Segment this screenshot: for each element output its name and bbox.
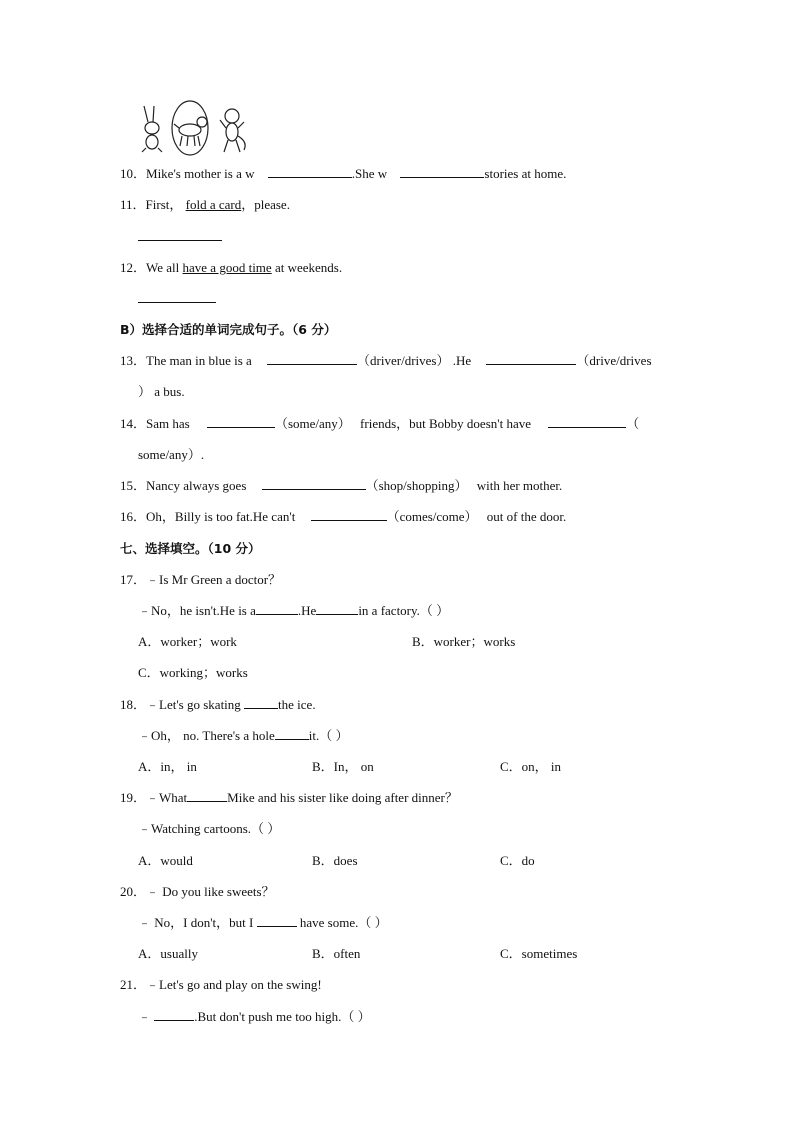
section-7-heading: 七、选择填空。（10 分） [120,541,261,556]
question-number: 21． [120,977,147,992]
option-b[interactable]: B．worker；works [412,634,516,649]
question-19-answer: ﹣Watching cartoons.（ ） [138,821,281,836]
option-b[interactable]: B．often [312,946,361,961]
question-14 [120,415,639,433]
question-text: the ice. [278,697,316,712]
option-c[interactable]: C．working；works [138,665,248,680]
answer-blank[interactable] [400,165,484,178]
question-text: .But don't push me too high.（ ） [194,1009,371,1024]
answer-line-12[interactable] [138,290,216,308]
question-18-answer [138,727,349,745]
question-text: at weekends. [274,260,343,275]
question-text: in a factory.（ ） [358,603,450,618]
word-options: （comes/come） [386,509,478,524]
answer-blank[interactable] [268,165,352,178]
question-text: .He [297,603,317,618]
question-number: 20． [120,884,147,899]
option-b[interactable]: B．In， on [312,759,374,774]
section-b-heading: B）选择合适的单词完成句子。（6 分） [120,322,337,337]
question-21-answer [138,1008,371,1026]
question-text: ﹣No，he isn't.He is a [138,603,256,618]
question-15 [120,477,562,495]
question-16 [120,508,566,526]
answer-blank[interactable] [267,352,357,365]
word-options: （driver/drives） [357,353,450,368]
question-20 [120,883,275,901]
answer-blank[interactable] [275,727,309,740]
answer-blank[interactable] [257,914,297,927]
answer-line-11[interactable] [138,228,222,246]
question-text: The man in blue is a [146,353,252,368]
question-text: Nancy always goes [146,478,247,493]
word-options: （ [626,416,640,431]
question-number: 18． [120,697,147,712]
question-number: 10． [120,166,147,181]
option-a[interactable]: A．usually [138,946,198,961]
question-text: have some.（ ） [299,915,388,930]
question-19 [120,789,458,807]
option-c[interactable]: C．do [500,853,535,868]
animals-illustration [136,98,256,158]
question-18 [120,696,316,714]
question-text: .She w [351,166,388,181]
answer-blank[interactable] [316,602,358,615]
question-text: friends，but Bobby doesn't have [360,416,532,431]
question-text: ﹣What [146,790,188,805]
question-text: Oh，Billy is too fat.He can't [146,509,296,524]
question-number: 13． [120,353,147,368]
question-text: ﹣ No，I don't，but I [138,915,254,930]
question-text: We all [146,260,180,275]
option-a[interactable]: A．in， in [138,759,197,774]
question-text: Sam has [146,416,190,431]
option-b[interactable]: B．does [312,853,358,868]
underlined-phrase: have a good time [182,260,272,275]
question-number: 15． [120,478,147,493]
question-12 [120,259,342,277]
question-11 [120,196,290,214]
answer-blank[interactable] [187,789,227,802]
question-text: First， [145,197,183,212]
question-number: 19． [120,790,147,805]
answer-blank[interactable] [207,415,275,428]
question-10 [120,165,566,183]
question-text: stories at home. [484,166,567,181]
question-number: 11． [120,197,146,212]
question-13-cont: ） a bus. [138,384,185,399]
question-20-answer [138,914,388,932]
question-text: ﹣ Do you like sweets？ [146,884,275,899]
answer-blank[interactable] [548,415,626,428]
option-a[interactable]: A．would [138,853,193,868]
answer-blank[interactable] [486,352,576,365]
option-c[interactable]: C．on， in [500,759,562,774]
option-c[interactable]: C．sometimes [500,946,578,961]
question-text: ﹣ [138,1009,152,1024]
question-number: 12． [120,260,147,275]
dog-in-circle-icon [172,101,208,155]
question-text: Mike's mother is a w [146,166,255,181]
question-text: out of the door. [486,509,567,524]
question-text: Mike and his sister like doing after dinner？ [227,790,458,805]
question-number: 17． [120,572,147,587]
rabbit-icon [142,106,162,152]
question-14-cont: some/any）. [138,447,205,462]
question-text: ﹣Let's go skating [146,697,241,712]
monkey-icon [220,109,245,152]
answer-blank[interactable] [311,508,387,521]
question-17 [120,571,281,589]
option-a[interactable]: A．worker；work [138,634,237,649]
question-number: 14． [120,416,147,431]
question-text: .He [452,353,472,368]
answer-blank[interactable] [154,1008,194,1021]
answer-blank[interactable] [256,602,298,615]
question-text: with her mother. [476,478,563,493]
question-number: 16． [120,509,147,524]
question-21 [120,976,322,994]
word-options: （drive/drives [576,353,652,368]
question-17-answer [138,602,449,620]
question-text: ﹣Oh， no. There's a hole [138,728,275,743]
question-13 [120,352,652,370]
underlined-phrase: fold a card [185,197,242,212]
answer-blank[interactable] [262,477,366,490]
word-options: （some/any） [274,416,351,431]
question-text: ﹣Is Mr Green a doctor？ [146,572,282,587]
question-text: it.（ ） [308,728,349,743]
question-text: ，please. [241,197,290,212]
answer-blank[interactable] [244,696,278,709]
word-options: （shop/shopping） [365,478,468,493]
question-text: ﹣Let's go and play on the swing! [146,977,322,992]
